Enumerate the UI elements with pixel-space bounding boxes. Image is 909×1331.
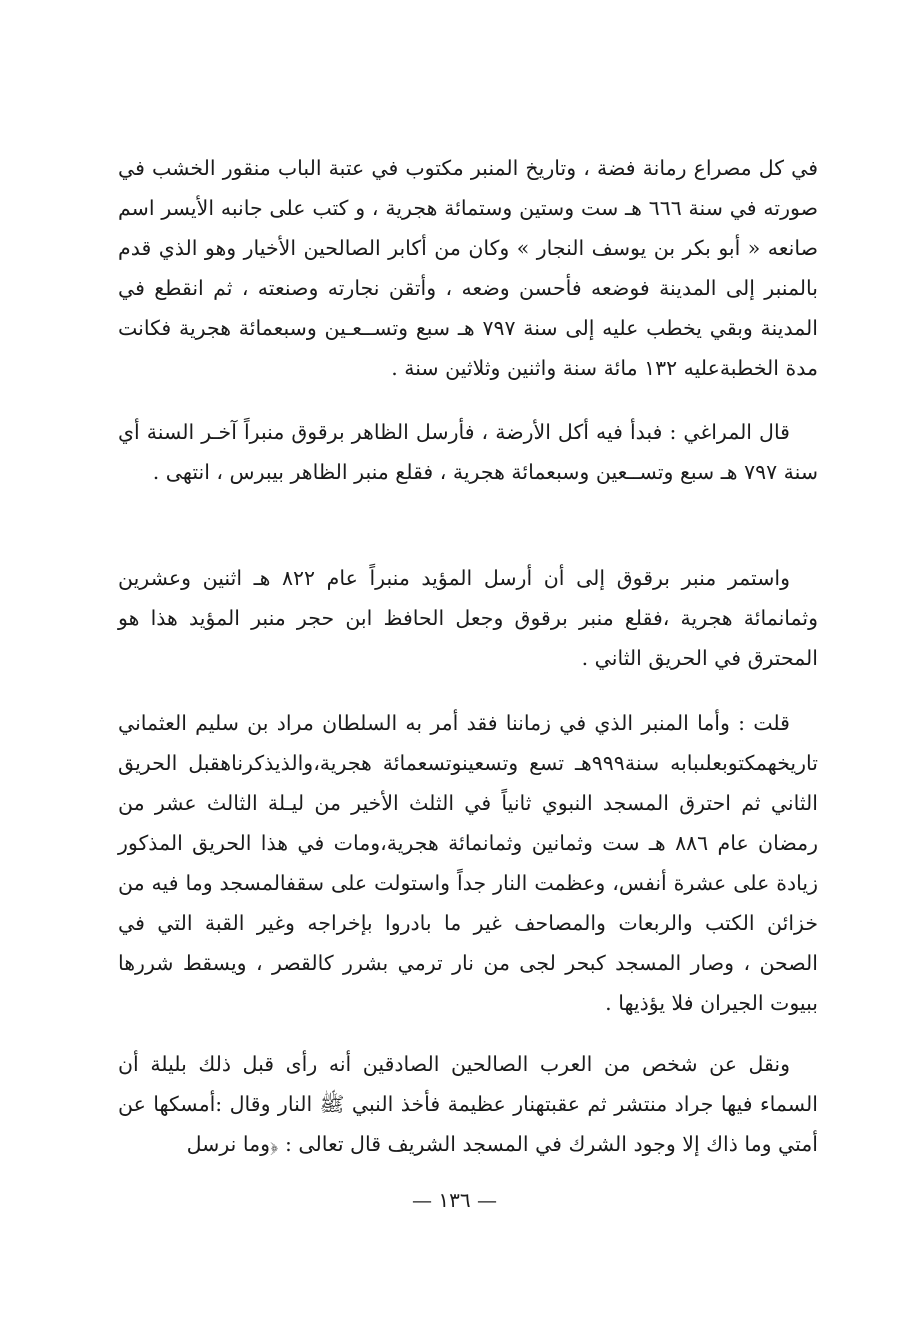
paragraph-3: واستمر منبر برقوق إلى أن أرسل المؤيد منبراً عام ٨٢٢ هـ اثنين وعشرين وثمانمائة هجرية ،فقلع منبر برقوق وجعل الحافظ ابن حجر منبر المؤيد هذا هو المحترق في الحريق الثاني . [118,566,818,670]
paragraph-4: قلت : وأما المنبر الذي في زماننا فقد أمر به السلطان مراد بن سليم العثماني تاريخهمكتوبعلىبابه سنة٩٩٩هـ تسع وتسعينوتسعمائة هجرية،والذيذكرناهقبل الحريق الثاني ثم احترق المسجد النبوي ثانياً في الثلث الأخير من ليـلة الثالث عشر من رمضان عام ٨٨٦ هـ ست وثمانين وثمانمائة هجرية،ومات في هذا الحريق المذكور زيادة على عشرة أنفس، وعظمت النار جداً واستولت على سقفالمسجد وما فيه من خزائن الكتب والربعات والمصاحف غير ما بادروا بإخراجه وغير القبة التي في الصحن ، وصار المسجد كبحر لجى من نار ترمي بشرر كالقصر ، ويسقط شررها ببيوت الجيران فلا يؤذيها . [118,711,818,1015]
paragraph-1-block [118,148,818,388]
paragraph-2-block [118,412,818,492]
paragraph-3-block [118,558,818,678]
paragraph-2: قال المراغي : فبدأ فيه أكل الأرضة ، فأرسل الظاهر برقوق منبراً آخـر السنة أي سنة ٧٩٧ هـ سبع وتســعين وسبعمائة هجرية ، فقلع منبر الظاهر بيبرس ، انتهى . [118,420,818,484]
paragraph-5: ونقل عن شخص من العرب الصالحين الصادقين أنه رأى قبل ذلك بليلة أن السماء فيها جراد منتشر ثم عقبتهنار عظيمة فأخذ النبي ﷺ النار وقال :أمسكها عن أمتي وما ذاك إلا وجود الشرك في المسجد الشريف قال تعالى : ﴿وما نرسل [118,1052,818,1156]
paragraph-4-block [118,703,818,1023]
paragraph-1: في كل مصراع رمانة فضة ، وتاريخ المنبر مكتوب في عتبة الباب منقور الخشب في صورته في سنة ٦٦٦ هـ ست وستين وستمائة هجرية ، و كتب على جانبه الأيسر اسم صانعه « أبو بكر بن يوسف النجار » وكان من أكابر الصالحين الأخيار وهو الذي قدم بالمنبر إلى المدينة فوضعه فأحسن وضعه ، وأتقن نجارته وصنعته ، ثم انقطع في المدينة وبقي يخطب عليه إلى سنة ٧٩٧ هـ سبع وتســعـين وسبعمائة هجرية فكانت مدة الخطبةعليه ١٣٢ مائة سنة واثنين وثلاثين سنة . [118,156,818,380]
paragraph-5-block [118,1044,818,1164]
page-number: — ١٣٦ — [412,1188,497,1212]
